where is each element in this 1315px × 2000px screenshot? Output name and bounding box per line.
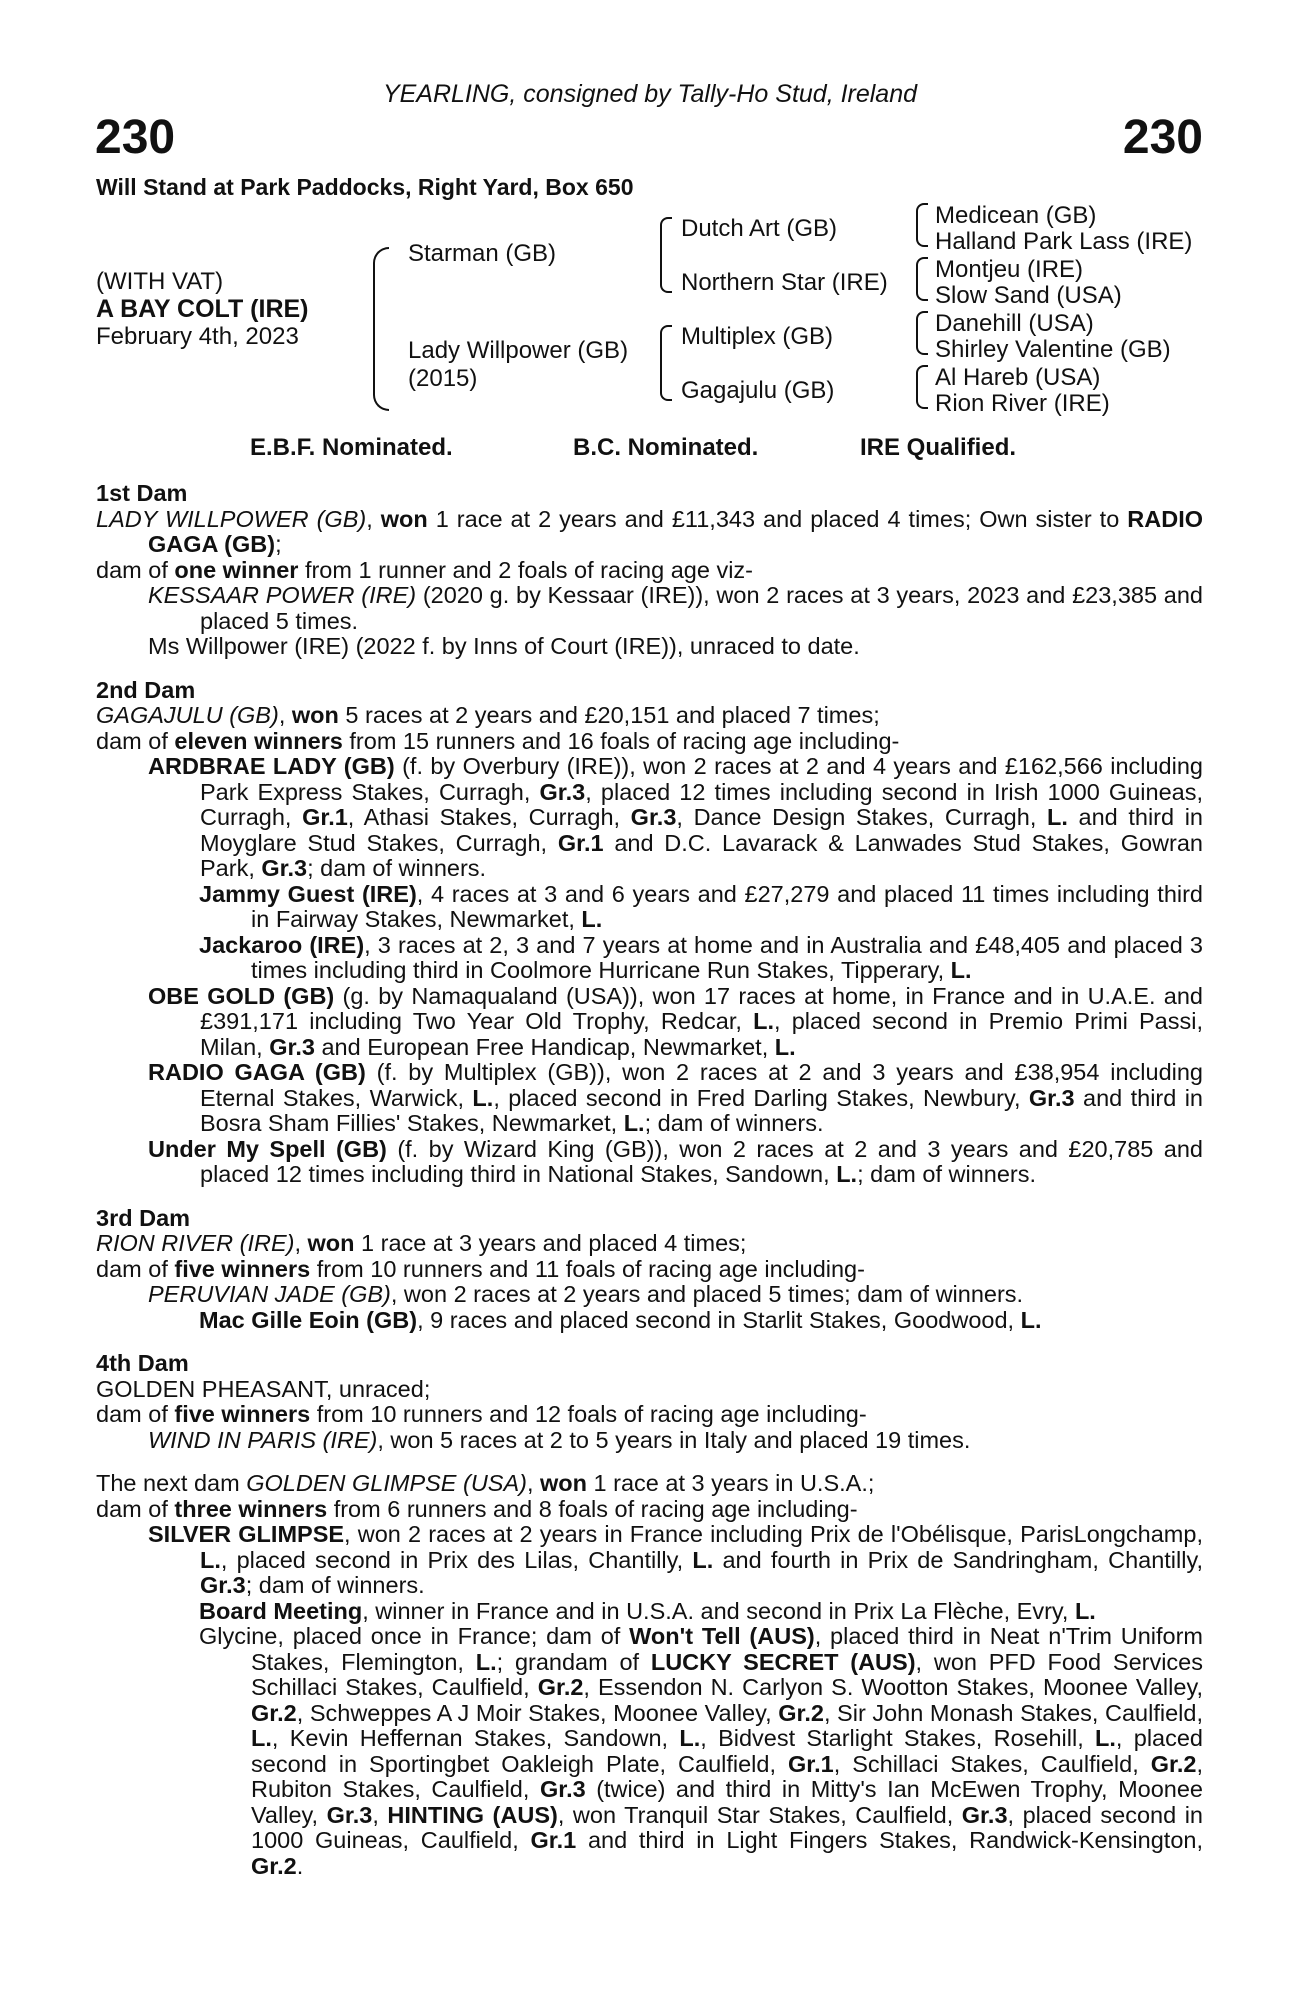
grand-progeny-entry: [96, 933, 1203, 984]
text: ; dam of winners.: [307, 855, 487, 881]
sire: Starman (GB): [408, 240, 557, 267]
progeny-name: SILVER GLIMPSE: [148, 1521, 345, 1547]
ggp-3: Montjeu (IRE): [935, 256, 1084, 283]
progeny-name: WIND IN PARIS (IRE): [148, 1426, 378, 1453]
grand-progeny-entry: [96, 1624, 1203, 1879]
ggp-6: Shirley Valentine (GB): [935, 336, 1171, 363]
dam-record: RION RIVER (IRE), won 1 race at 3 years and placed 4 times;: [96, 1230, 747, 1256]
dam-record: GAGAJULU (GB), won 5 races at 2 years and £20,151 and placed 7 times;: [96, 702, 880, 728]
section-heading: 2nd Dam: [96, 676, 196, 703]
lot-number-left: 230: [95, 111, 176, 164]
text: and third in Bosra Sham Fillies' Stakes, Newmarket,: [200, 1084, 1203, 1136]
ggp-4: Slow Sand (USA): [935, 282, 1122, 309]
pedigree-brace-main: [373, 247, 389, 411]
progeny-entry: [96, 1522, 1203, 1599]
ggp-brace-3: [916, 311, 928, 355]
grade: L.: [753, 1008, 774, 1034]
text: Glycine, placed once in France; dam of: [199, 1623, 630, 1649]
text: , placed second in Prix des Lilas, Chantilly,: [220, 1546, 693, 1573]
won-label: won: [540, 1470, 588, 1496]
grade: L.: [774, 1033, 796, 1060]
grade: L.: [1046, 804, 1068, 830]
grade: Gr.3: [269, 1033, 315, 1060]
text: dam of: [96, 1495, 175, 1522]
progeny-name: KESSAAR POWER (IRE): [148, 582, 417, 608]
text: from 10 runners and 11 foals of racing age including-: [310, 1255, 865, 1282]
text: from 10 runners and 12 foals of racing age including-: [310, 1401, 867, 1427]
grade: Gr.3: [539, 778, 586, 805]
record-text: 1 race at 3 years and placed 4 times;: [354, 1230, 747, 1256]
text: , 4 races at 3 and 6 years and £27,279 and placed 11 times including third in Fairway Stakes, Newmarket,: [251, 880, 1203, 932]
text: from 15 runners and 16 foals of racing age including-: [342, 727, 900, 754]
grade: L.: [1095, 1725, 1116, 1751]
grade: L.: [1020, 1306, 1042, 1333]
dam-line-content: [96, 481, 1203, 1879]
text: , won 2 races at 2 years and placed 5 times; dam of winners.: [390, 1281, 1024, 1307]
ggp-brace-2: [916, 257, 928, 301]
dam-brace: [660, 325, 672, 401]
ggp-2: Halland Park Lass (IRE): [935, 228, 1193, 255]
text: ; dam of winners.: [245, 1572, 425, 1598]
second-dam-section: [96, 678, 1203, 1188]
grade: L.: [581, 906, 603, 932]
text: (twice) and third in Mitty's Ian McEwen Trophy, Moonee Valley,: [251, 1776, 1203, 1828]
produce-summary: [96, 558, 1203, 584]
bc-nomination: B.C. Nominated.: [573, 434, 759, 461]
text: and fourth in Prix de Sandringham, Chantilly,: [713, 1546, 1203, 1573]
grade: Gr.1: [787, 1750, 834, 1777]
ebf-nomination: E.B.F. Nominated.: [250, 434, 453, 461]
sire-dam: Northern Star (IRE): [681, 269, 888, 296]
progeny-entry: [96, 1428, 1203, 1454]
text: , Kevin Heffernan Stakes, Sandown,: [271, 1725, 680, 1751]
progeny-name: Under My Spell (GB): [148, 1135, 387, 1162]
text: , won Tranquil Star Stakes, Caulfield,: [557, 1801, 962, 1828]
text: , Schweppes A J Moir Stakes, Moonee Valley,: [296, 1699, 779, 1726]
sire-brace: [660, 217, 672, 293]
grade: Gr.3: [630, 804, 677, 830]
text: The next dam: [96, 1470, 247, 1496]
progeny-name: LUCKY SECRET (AUS): [650, 1648, 916, 1675]
text: ,: [372, 1801, 388, 1828]
progeny-name: PERUVIAN JADE (GB): [148, 1281, 391, 1307]
grade: L.: [251, 1725, 272, 1751]
text: , placed 12 times including second in Irish 1000 Guineas, Curragh,: [200, 778, 1203, 830]
dam: Lady Willpower (GB): [408, 337, 629, 364]
text: , Essendon N. Carlyon S. Wootton Stakes, Moonee Valley,: [583, 1674, 1203, 1700]
grade: L.: [472, 1084, 494, 1111]
grade: L.: [950, 957, 972, 983]
text: (f. by Overbury (IRE)), won 2 races at 2 and 4 years and £162,566 including Park Express Stakes, Curragh,: [200, 753, 1203, 805]
text: , Rubiton Stakes, Caulfield,: [251, 1750, 1203, 1802]
winner-count: five winners: [174, 1255, 311, 1282]
grade: Gr.1: [302, 804, 348, 830]
grade: Gr.2: [1150, 1750, 1197, 1777]
text: ; dam of winners.: [857, 1161, 1037, 1187]
progeny-entry: [96, 1060, 1203, 1137]
text: .: [296, 1852, 304, 1879]
progeny-name: Mac Gille Eoin (GB): [199, 1306, 418, 1333]
foaling-date: February 4th, 2023: [96, 323, 299, 350]
lot-number-right: 230: [1122, 111, 1203, 164]
vat-note: (WITH VAT): [96, 268, 224, 295]
text: , 9 races and placed second in Starlit Stakes, Goodwood,: [417, 1306, 1021, 1333]
progeny-name: Board Meeting: [199, 1597, 363, 1624]
grade: Gr.2: [251, 1852, 297, 1879]
winner-count: three winners: [174, 1495, 328, 1522]
grade: L.: [623, 1110, 645, 1136]
grade: Gr.3: [961, 1801, 1008, 1828]
winner-count: eleven winners: [174, 727, 343, 754]
text: (g. by Namaqualand (USA)), won 17 races at home, in France and in U.A.E. and £391,171 including Two Year Old Trophy, Redcar,: [200, 982, 1203, 1034]
progeny-entry: [96, 984, 1203, 1061]
fourth-dam-section: [96, 1351, 1203, 1453]
dam-record: [96, 1471, 1203, 1497]
winner-count: one winner: [174, 556, 299, 583]
record-text: 1 race at 2 years and £11,343 and placed 4 times; Own sister to: [427, 505, 1128, 532]
progeny-entry: [96, 1137, 1203, 1188]
progeny-entry: [96, 1282, 1203, 1308]
ire-qualification: IRE Qualified.: [860, 434, 1017, 461]
dam-name: GOLDEN GLIMPSE (USA): [246, 1470, 527, 1496]
produce-summary: [96, 1402, 1203, 1428]
third-dam-section: [96, 1206, 1203, 1334]
grade: L.: [679, 1725, 701, 1751]
grand-progeny-entry: [96, 1599, 1203, 1625]
text: (f. by Wizard King (GB)), won 2 races at 2 and 3 years and £20,785 and placed 12 times including third in National Stakes, Sandown,: [200, 1135, 1203, 1187]
progeny-entry: Ms Willpower (IRE) (2022 f. by Inns of Court (IRE)), unraced to date.: [148, 633, 860, 659]
grade: Gr.3: [326, 1801, 373, 1828]
dam-sire: Multiplex (GB): [681, 323, 834, 350]
text: , Bidvest Starlight Stakes, Rosehill,: [700, 1725, 1096, 1751]
progeny-name: RADIO GAGA (GB): [148, 1059, 366, 1085]
dam-name: LADY WILLPOWER (GB): [96, 505, 367, 532]
winner-count: five winners: [174, 1401, 311, 1427]
record-text: 5 races at 2 years and £20,151 and placed 7 times;: [338, 702, 880, 728]
text: dam of: [96, 727, 175, 754]
text: dam of: [96, 1255, 175, 1282]
ggp-brace-4: [916, 365, 928, 409]
grade: Gr.3: [539, 1776, 586, 1802]
text: , placed second in Premio Primi Passi, Milan,: [200, 1008, 1203, 1060]
text: (f. by Multiplex (GB)), won 2 races at 2 and 3 years and £38,954 including Eternal Stakes, Warwick,: [200, 1059, 1203, 1111]
sister-name: RADIO GAGA (GB): [148, 505, 1204, 557]
dam-record: GOLDEN PHEASANT, unraced;: [96, 1375, 431, 1402]
produce-summary: [96, 1497, 1203, 1523]
text: , Athasi Stakes, Curragh,: [347, 804, 631, 830]
progeny-name: Won't Tell (AUS): [629, 1623, 815, 1649]
ggp-5: Danehill (USA): [935, 310, 1094, 337]
progeny-record: (2020 g. by Kessaar (IRE)), won 2 races at 3 years, 2023 and £23,385 and placed 5 times.: [200, 582, 1203, 634]
text: and third in Moyglare Stud Stakes, Curragh,: [200, 804, 1203, 856]
text: and D.C. Lavarack & Lanwades Stud Stakes, Gowran Park,: [200, 829, 1203, 881]
text: , placed second in 1000 Guineas, Caulfield,: [251, 1801, 1203, 1853]
ggp-8: Rion River (IRE): [935, 390, 1110, 417]
text: , won PFD Food Services Schillaci Stakes, Caulfield,: [251, 1648, 1203, 1700]
text: , Dance Design Stakes, Curragh,: [676, 804, 1047, 830]
text: , placed second in Sportingbet Oakleigh Plate, Caulfield,: [251, 1725, 1203, 1777]
progeny-entry: [96, 754, 1203, 882]
grade: L.: [200, 1546, 221, 1573]
progeny-name: Jackaroo (IRE): [199, 931, 365, 958]
record-end: ;: [275, 531, 282, 557]
grand-progeny-entry: [96, 882, 1203, 933]
next-dam-section: [96, 1471, 1203, 1879]
section-heading: 3rd Dam: [96, 1204, 191, 1231]
ggp-brace-1: [916, 203, 928, 247]
won-label: won: [380, 505, 428, 532]
consignment-line: YEARLING, consigned by Tally-Ho Stud, Ireland: [382, 80, 918, 108]
produce-summary: [96, 1257, 1203, 1283]
text: , won 5 races at 2 to 5 years in Italy and placed 19 times.: [377, 1426, 971, 1453]
dam-dam: Gagajulu (GB): [681, 377, 835, 404]
horse-name: A BAY COLT (IRE): [96, 295, 309, 323]
grade: Gr.3: [1028, 1084, 1075, 1111]
grade: L.: [836, 1161, 858, 1187]
won-label: won: [307, 1230, 355, 1256]
produce-summary: [96, 729, 1203, 755]
progeny-name: OBE GOLD (GB): [148, 982, 335, 1009]
text: ; dam of winners.: [644, 1110, 824, 1136]
stand-location: Will Stand at Park Paddocks, Right Yard, Box 650: [96, 174, 634, 200]
grade: Gr.2: [537, 1674, 584, 1700]
text: , winner in France and in U.S.A. and second in Prix La Flèche, Evry,: [362, 1597, 1075, 1624]
grand-progeny-entry: [96, 1308, 1203, 1334]
text: , placed third in Neat n'Trim Uniform Stakes, Flemington,: [251, 1623, 1203, 1675]
text: , 3 races at 2, 3 and 7 years at home and in Australia and £48,405 and placed 3 times including third in Coolmore Hurricane Run Stakes, Tipperary,: [251, 931, 1204, 983]
ggp-7: Al Hareb (USA): [935, 364, 1101, 391]
text: 1 race at 3 years in U.S.A.;: [587, 1470, 875, 1496]
text: dam of: [96, 556, 175, 583]
grade: Gr.3: [200, 1572, 246, 1598]
dam-name: RION RIVER (IRE): [96, 1230, 295, 1256]
text: and third in Light Fingers Stakes, Randwick-Kensington,: [576, 1827, 1203, 1853]
progeny-entry: [96, 583, 1203, 634]
grade: Gr.3: [261, 855, 308, 881]
ggp-1: Medicean (GB): [935, 202, 1097, 229]
text: , placed second in Fred Darling Stakes, Newbury,: [493, 1084, 1029, 1111]
first-dam-section: [96, 481, 1203, 660]
text: , Sir John Monash Stakes, Caulfield,: [823, 1699, 1203, 1726]
text: from 1 runner and 2 foals of racing age viz-: [298, 556, 753, 583]
grade: Gr.2: [778, 1699, 824, 1726]
grade: L.: [475, 1648, 497, 1675]
grade: Gr.1: [557, 829, 604, 856]
section-heading: 1st Dam: [96, 480, 188, 506]
text: dam of: [96, 1401, 175, 1427]
text: , Schillaci Stakes, Caulfield,: [833, 1750, 1151, 1777]
progeny-name: Jammy Guest (IRE): [199, 880, 417, 907]
text: from 6 runners and 8 foals of racing age including-: [327, 1495, 858, 1522]
grade: Gr.2: [251, 1699, 297, 1726]
dam-record: LADY WILLPOWER (GB), won 1 race at 2 years and £11,343 and placed 4 times; Own sister to RADIO GAGA (GB);: [96, 505, 1204, 557]
text: and European Free Handicap, Newmarket,: [314, 1033, 775, 1060]
sire-sire: Dutch Art (GB): [681, 215, 838, 242]
grade: L.: [692, 1546, 714, 1573]
section-heading: 4th Dam: [96, 1350, 189, 1376]
progeny-name: HINTING (AUS): [387, 1801, 558, 1828]
dam-name: GAGAJULU (GB): [96, 702, 279, 728]
progeny-name: ARDBRAE LADY (GB): [148, 753, 395, 779]
grade: L.: [1074, 1597, 1096, 1624]
text: ,: [526, 1470, 541, 1496]
dam-year: (2015): [408, 365, 478, 392]
text: ; grandam of: [496, 1648, 651, 1675]
grade: Gr.1: [530, 1827, 577, 1853]
won-label: won: [291, 702, 339, 728]
text: , won 2 races at 2 years in France including Prix de l'Obélisque, ParisLongchamp,: [344, 1521, 1203, 1547]
